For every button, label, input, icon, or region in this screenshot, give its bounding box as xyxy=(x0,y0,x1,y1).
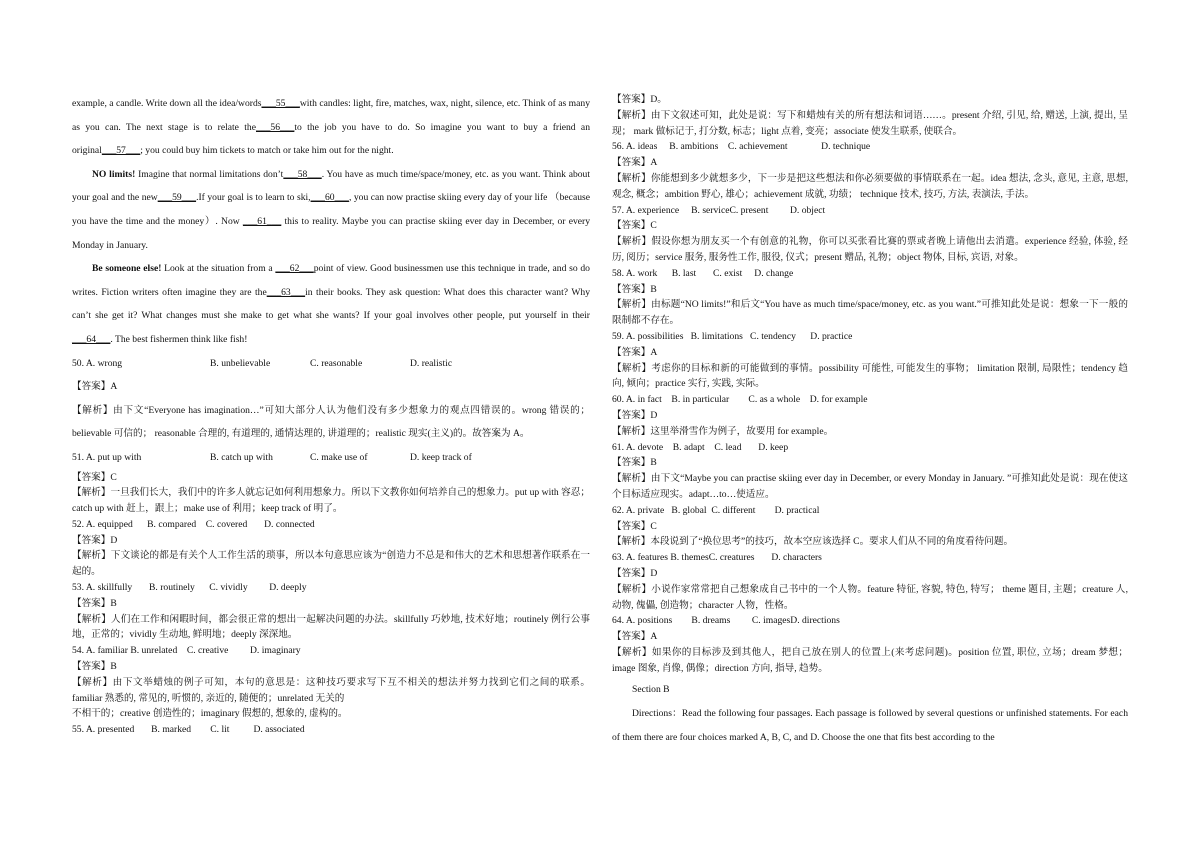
text: .If your goal is to learn to ski, xyxy=(196,192,311,204)
explanation-58: 【解析】由标题“NO limits!”和后文“You have as much time/space/money, etc. as you want.”可推知此处是说：想象一下一般的限制都不存在。 xyxy=(612,299,1128,327)
explanation-53: 【解析】人们在工作和闲暇时间，都会很正常的想出一起解决问题的办法。skillfully 巧妙地, 技术好地；routinely 例行公事地，正常的；vividly 生动地, 鲜明地；deeply 深深地。 xyxy=(72,613,590,641)
blank-62: ___62___ xyxy=(275,263,314,275)
option-a: 50. A. wrong xyxy=(72,357,123,369)
option-d: D. realistic xyxy=(410,357,453,369)
answer-62: 【答案】C xyxy=(612,520,657,532)
answer-56: 【答案】A xyxy=(612,157,658,169)
answer-60: 【答案】D xyxy=(612,409,658,421)
paragraph-heading: Be someone else! xyxy=(92,263,162,275)
question-55: 55. A. presented B. marked C. lit D. associated xyxy=(72,724,305,736)
answer-55: 【答案】D。 xyxy=(612,94,667,105)
blank-57: ___57___ xyxy=(101,145,141,157)
blank-63: ___63___ xyxy=(266,286,306,298)
question-61: 61. A. devote B. adapt C. lead D. keep xyxy=(612,441,789,453)
explanation-56: 【解析】你能想到多少就想多少，下一步是把这些想法和你必须要做的事情联系在一起。idea 想法, 念头, 意见, 主意, 思想, 观念, 概念；ambition 野心, 雄心；achievement 成就, 功绩； technique 技术, 技巧, 方法, 表演法, 手法。 xyxy=(612,172,1128,200)
question-60: 60. A. in fact B. in particular C. as a whole D. for example xyxy=(612,394,868,406)
text: example, a candle. Write down all the idea/words xyxy=(72,98,262,109)
answer-63: 【答案】D xyxy=(612,567,658,579)
question-52: 52. A. equipped B. compared C. covered D. connected xyxy=(72,518,315,530)
answer-61: 【答案】B xyxy=(612,457,657,469)
explanation-54-cont: 不相干的；creative 创造性的；imaginary 假想的, 想象的, 虚构的。 xyxy=(72,708,348,720)
explanation-52: 【解析】下文谈论的都是有关个人工作生活的琐事，所以本句意思应该为“创造力不总是和伟大的艺术和思想著作联系在一起的。 xyxy=(72,550,590,578)
blank-60: ___60___ xyxy=(310,192,349,204)
question-53: 53. A. skillfully B. routinely C. vividly D. deeply xyxy=(72,582,307,594)
blank-59: ___59___ xyxy=(157,192,197,204)
passage-paragraph-2 xyxy=(72,163,590,257)
explanation-54: 【解析】由下文举蜡烛的例子可知，本句的意思是：这种技巧要求写下互不相关的想法并努力找到它们之间的联系。familiar 熟悉的, 常见的, 听惯的, 亲近的, 随便的；unrelated 无关的 xyxy=(72,676,590,704)
text: . You have as much time/space/money, etc. as you want. Think about your goal and the new xyxy=(72,168,591,204)
option-d: D. keep track of xyxy=(410,451,472,463)
question-62: 62. A. private B. global C. different D. practical xyxy=(612,504,820,516)
option-b: B. unbelievable xyxy=(210,357,271,369)
blank-61: ___61___ xyxy=(242,215,282,227)
explanation-50: 【解析】由下文“Everyone has imagination…”可知大部分人认为他们没有多少想象力的观点四错误的。wrong 错误的；believable 可信的； reasonable 合理的, 有道理的, 通情达理的, 讲道理的；realistic 现实(主义)的。故答案为 A。 xyxy=(72,404,590,440)
answer-50: 【答案】A xyxy=(72,381,118,393)
option-a: 51. A. put up with xyxy=(72,451,142,463)
question-64: 64. A. positions B. dreams C. imagesD. directions xyxy=(612,615,840,627)
answer-59: 【答案】A xyxy=(612,346,658,358)
question-63: 63. A. features B. themesC. creatures D. characters xyxy=(612,552,822,564)
text: Imagine that normal limitations don’t xyxy=(135,168,284,180)
answer-51: 【答案】C xyxy=(72,471,117,483)
text: . The best fishermen think like fish! xyxy=(110,333,248,345)
explanation-55: 【解析】由下文叙述可知，此处是说：写下和蜡烛有关的所有想法和词语……。present 介绍, 引见, 给, 赠送, 上演, 提出, 呈现； mark 做标记于, 打分数, 标志；light 点着, 变亮；associate 使发生联系, 使联合。 xyxy=(612,109,1128,137)
passage-paragraph-1 xyxy=(72,92,590,163)
left-column xyxy=(72,92,590,738)
explanation-57: 【解析】假设你想为朋友买一个有创意的礼物，你可以买张看比赛的票或者晚上请他出去消遣。experience 经验, 体验, 经历, 阅历；service 服务, 服务性工作, 服役, 仪式；present 赠品, 礼物；object 物体, 目标, 宾语, 对象。 xyxy=(612,236,1128,263)
explanation-63: 【解析】小说作家常常把自己想象成自己书中的一个人物。feature 特征, 容貌, 特色, 特写； theme 题目, 主题；creature 人, 动物, 傀儡, 创造物；character 人物，性格。 xyxy=(612,583,1128,611)
explanation-61: 【解析】由下文“Maybe you can practise skiing ever day in December, or every Monday in January. ”可推知此处是说：现在使这个目标适应现实。adapt…to…使适应。 xyxy=(612,473,1128,500)
blank-58: ___58___ xyxy=(283,168,322,180)
text: Look at the situation from a xyxy=(161,263,276,275)
answer-52: 【答案】D xyxy=(72,534,118,546)
question-50-options xyxy=(72,352,590,376)
text: to the job you have to do. So imagine you want to buy a friend an original xyxy=(72,121,590,157)
explanation-51: 【解析】一旦我们长大，我们中的许多人就忘记如何利用想象力。所以下文教你如何培养自己的想象力。put up with 容忍；catch up with 赶上，跟上；make use of 利用；keep track of 明了。 xyxy=(72,487,590,515)
text: point of view. Good businessmen use this technique in trade, and so do writes. Fiction writers often imagine they are the xyxy=(72,263,590,298)
passage-paragraph-3 xyxy=(72,257,590,351)
explanation-60: 【解析】这里举滑雪作为例子，故要用 for example。 xyxy=(612,425,834,437)
answer-53: 【答案】B xyxy=(72,597,117,609)
explanation-64: 【解析】如果你的目标涉及到其他人，把自己放在别人的位置上(来考虑问题)。position 位置, 职位, 立场；dream 梦想； image 图象, 肖像, 偶像；direction 方向, 指导, 趋势。 xyxy=(612,646,1128,674)
blank-56: ___56___ xyxy=(256,121,295,133)
text: , you can now practise skiing every day of your life （because you have the time and the money）. Now xyxy=(72,192,590,227)
blank-55: ___55___ xyxy=(261,98,300,109)
question-59: 59. A. possibilities B. limitations C. tendency D. practice xyxy=(612,330,853,342)
right-column xyxy=(612,92,1128,750)
text: ; you could buy him tickets to match or take him out for the night. xyxy=(140,145,394,157)
section-heading: Section B xyxy=(632,684,670,696)
question-57: 57. A. experience B. serviceC. present D. object xyxy=(612,204,826,216)
text: in their books. They ask question: What does this character want? Why can’t she get it? What changes must she make to get what she wants? If your goal involves other people, put yourself in their xyxy=(72,286,590,322)
question-56: 56. A. ideas B. ambitions C. achievement D. technique xyxy=(612,141,871,153)
text: with candles: light, fire, matches, wax, night, silence, etc. Think of as many as you can. The next stage is to relate the xyxy=(72,98,590,133)
blank-64: ___64___ xyxy=(72,333,111,345)
explanation-62: 【解析】本段说到了“换位思考”的技巧，故本空应该选择 C。要求人们从不同的角度看待问题。 xyxy=(612,536,1014,548)
option-c: C. make use of xyxy=(310,451,368,463)
paragraph-heading: NO limits! xyxy=(92,168,136,180)
answer-57: 【答案】C xyxy=(612,220,657,232)
explanation-59: 【解析】考虑你的目标和新的可能做到的事情。possibility 可能性, 可能发生的事物； limitation 限制, 局限性；tendency 趋向, 倾向；practice 实行, 实践, 实际。 xyxy=(612,362,1128,390)
question-58: 58. A. work B. last C. exist D. change xyxy=(612,267,794,279)
answer-54: 【答案】B xyxy=(72,661,117,673)
answer-64: 【答案】A xyxy=(612,631,658,643)
text: this to reality. Maybe you can practise skiing ever day in December, or every Monday in January. xyxy=(72,215,590,251)
answer-58: 【答案】B xyxy=(612,283,657,295)
section-directions: Directions：Read the following four passages. Each passage is followed by several questions or unfinished statements. For each of them there are four choices marked A, B, C, and D. Choose the one that fits best according to the xyxy=(612,708,1128,744)
question-54: 54. A. familiar B. unrelated C. creative D. imaginary xyxy=(72,645,301,657)
question-51-options xyxy=(72,446,590,470)
option-c: C. reasonable xyxy=(310,357,363,369)
option-b: B. catch up with xyxy=(210,451,273,463)
